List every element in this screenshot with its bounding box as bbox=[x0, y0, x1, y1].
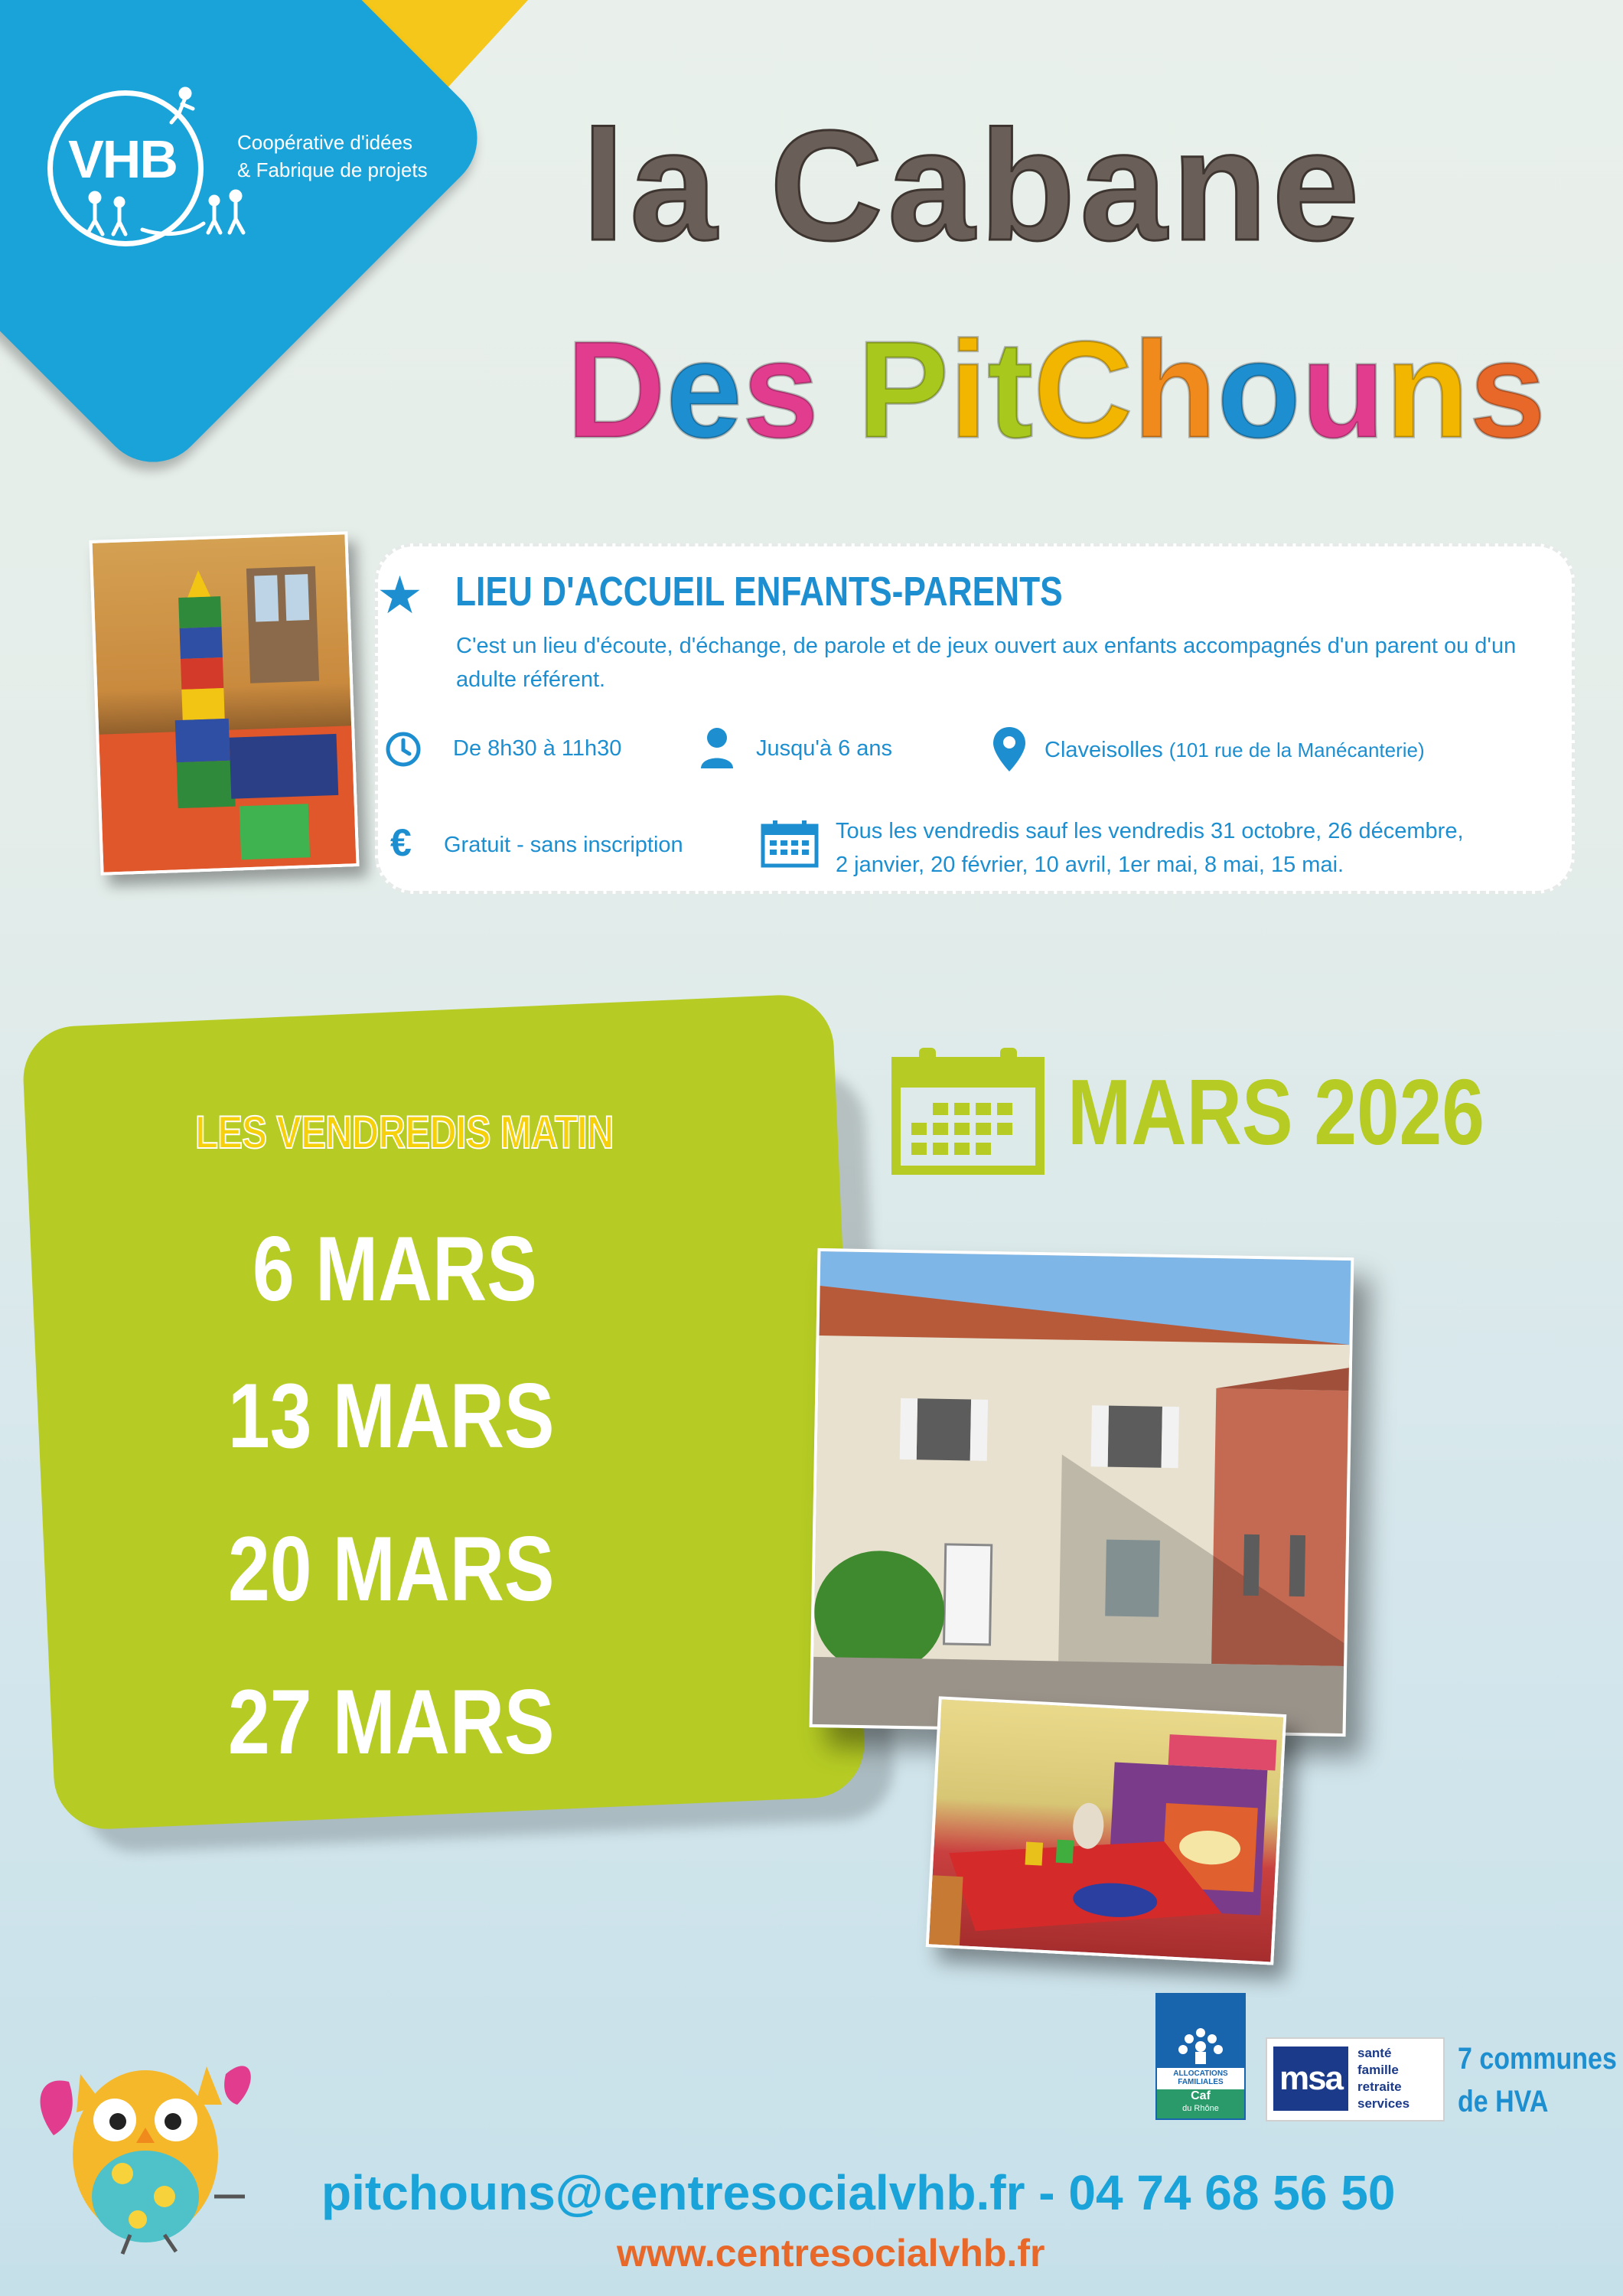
session-date: 6 MARS bbox=[253, 1218, 537, 1320]
logo-acronym: VHB bbox=[68, 129, 177, 189]
hva-line1: 7 communes bbox=[1458, 2042, 1617, 2076]
schedule-line1: Tous les vendredis sauf les vendredis 31 octobre, 26 décembre, bbox=[836, 819, 1464, 843]
caf-text bbox=[1157, 2069, 1244, 2086]
title-letter: h bbox=[1133, 313, 1217, 467]
schedule-line2: 2 janvier, 20 février, 10 avril, 1er mai, 8 mai, 15 mai. bbox=[836, 853, 1344, 877]
title-letter: o bbox=[1217, 313, 1302, 467]
caf-logo bbox=[1155, 1993, 1246, 2120]
owl-mascot-icon bbox=[31, 2005, 253, 2258]
location-pin-icon bbox=[992, 726, 1027, 773]
playroom-photo-illustration bbox=[93, 534, 357, 872]
calendar-icon bbox=[761, 819, 819, 868]
hva-line2: de HVA bbox=[1458, 2085, 1549, 2118]
title-line1: la Cabane bbox=[582, 98, 1364, 273]
title-letter: s bbox=[1469, 313, 1546, 467]
title-letter: u bbox=[1301, 313, 1386, 467]
logo-figures-icon bbox=[73, 184, 257, 245]
person-icon bbox=[698, 726, 736, 771]
age-text: Jusqu'à 6 ans bbox=[756, 736, 893, 761]
session-date: 20 MARS bbox=[228, 1518, 555, 1620]
msa-acronym: msa bbox=[1273, 2047, 1348, 2111]
price-text: Gratuit - sans inscription bbox=[444, 833, 683, 857]
logo-tagline-line2: & Fabrique de projets bbox=[237, 158, 428, 181]
month-calendar-icon bbox=[891, 1045, 1045, 1175]
info-description: C'est un lieu d'écoute, d'échange, de parole et de jeux ouvert aux enfants accompagnés d'un parent ou d'un adulte référent. bbox=[456, 634, 1517, 692]
playroom-photo bbox=[89, 531, 359, 876]
logo-tagline-line1: Coopérative d'idées bbox=[237, 131, 412, 154]
sessions-subtitle: LES VENDREDIS MATIN bbox=[195, 1107, 614, 1158]
logo-climber-icon bbox=[159, 84, 205, 130]
schedule-text bbox=[836, 814, 1464, 882]
location-text bbox=[1045, 738, 1425, 763]
euro-icon: € bbox=[390, 821, 412, 864]
caf-name: Caf bbox=[1191, 2089, 1211, 2102]
caf-footer bbox=[1157, 2089, 1244, 2118]
caf-region: du Rhône bbox=[1182, 2104, 1219, 2113]
info-heading: LIEU D'ACCUEIL ENFANTS-PARENTS bbox=[455, 569, 1063, 615]
building-photo bbox=[810, 1248, 1354, 1737]
title-letter: C bbox=[1033, 313, 1133, 467]
hours-text: De 8h30 à 11h30 bbox=[453, 736, 622, 761]
msa-logo bbox=[1266, 2037, 1445, 2122]
logo-tagline bbox=[237, 129, 428, 184]
location-name: Claveisolles bbox=[1045, 738, 1163, 762]
website-link[interactable]: www.centresocialvhb.fr bbox=[617, 2232, 1045, 2275]
caf-line1: ALLOCATIONS bbox=[1173, 2069, 1228, 2078]
contact-line[interactable]: pitchouns@centresocialvhb.fr - 04 74 68 56 50 bbox=[321, 2165, 1396, 2220]
star-icon: ★ bbox=[376, 566, 423, 626]
kitchen-photo bbox=[926, 1696, 1287, 1965]
building-photo-illustration bbox=[813, 1251, 1351, 1733]
session-date: 13 MARS bbox=[228, 1365, 555, 1467]
msa-word: santé bbox=[1357, 2046, 1392, 2060]
session-date: 27 MARS bbox=[228, 1671, 555, 1773]
msa-word: services bbox=[1357, 2096, 1410, 2111]
caf-figures-icon bbox=[1174, 2027, 1227, 2065]
location-address: (101 rue de la Manécanterie) bbox=[1168, 739, 1425, 762]
title-letter: n bbox=[1385, 313, 1470, 467]
title-line2 bbox=[566, 313, 1546, 467]
title-letter: s bbox=[742, 313, 820, 467]
month-label: MARS 2026 bbox=[1067, 1060, 1484, 1164]
kitchen-photo-illustration bbox=[929, 1700, 1283, 1962]
msa-word: famille bbox=[1357, 2063, 1399, 2077]
title-letter: e bbox=[666, 313, 743, 467]
msa-word: retraite bbox=[1357, 2079, 1402, 2094]
title-letter: t bbox=[987, 313, 1034, 467]
msa-words bbox=[1357, 2045, 1410, 2112]
title-letter: D bbox=[566, 313, 666, 467]
title-letter: i bbox=[949, 313, 988, 467]
title-letter: P bbox=[857, 313, 950, 467]
title-letter bbox=[819, 313, 857, 467]
clock-icon bbox=[384, 730, 422, 768]
caf-line2: FAMILIALES bbox=[1178, 2078, 1224, 2086]
hva-text bbox=[1458, 2037, 1617, 2123]
caf-logo-top bbox=[1157, 1994, 1244, 2068]
